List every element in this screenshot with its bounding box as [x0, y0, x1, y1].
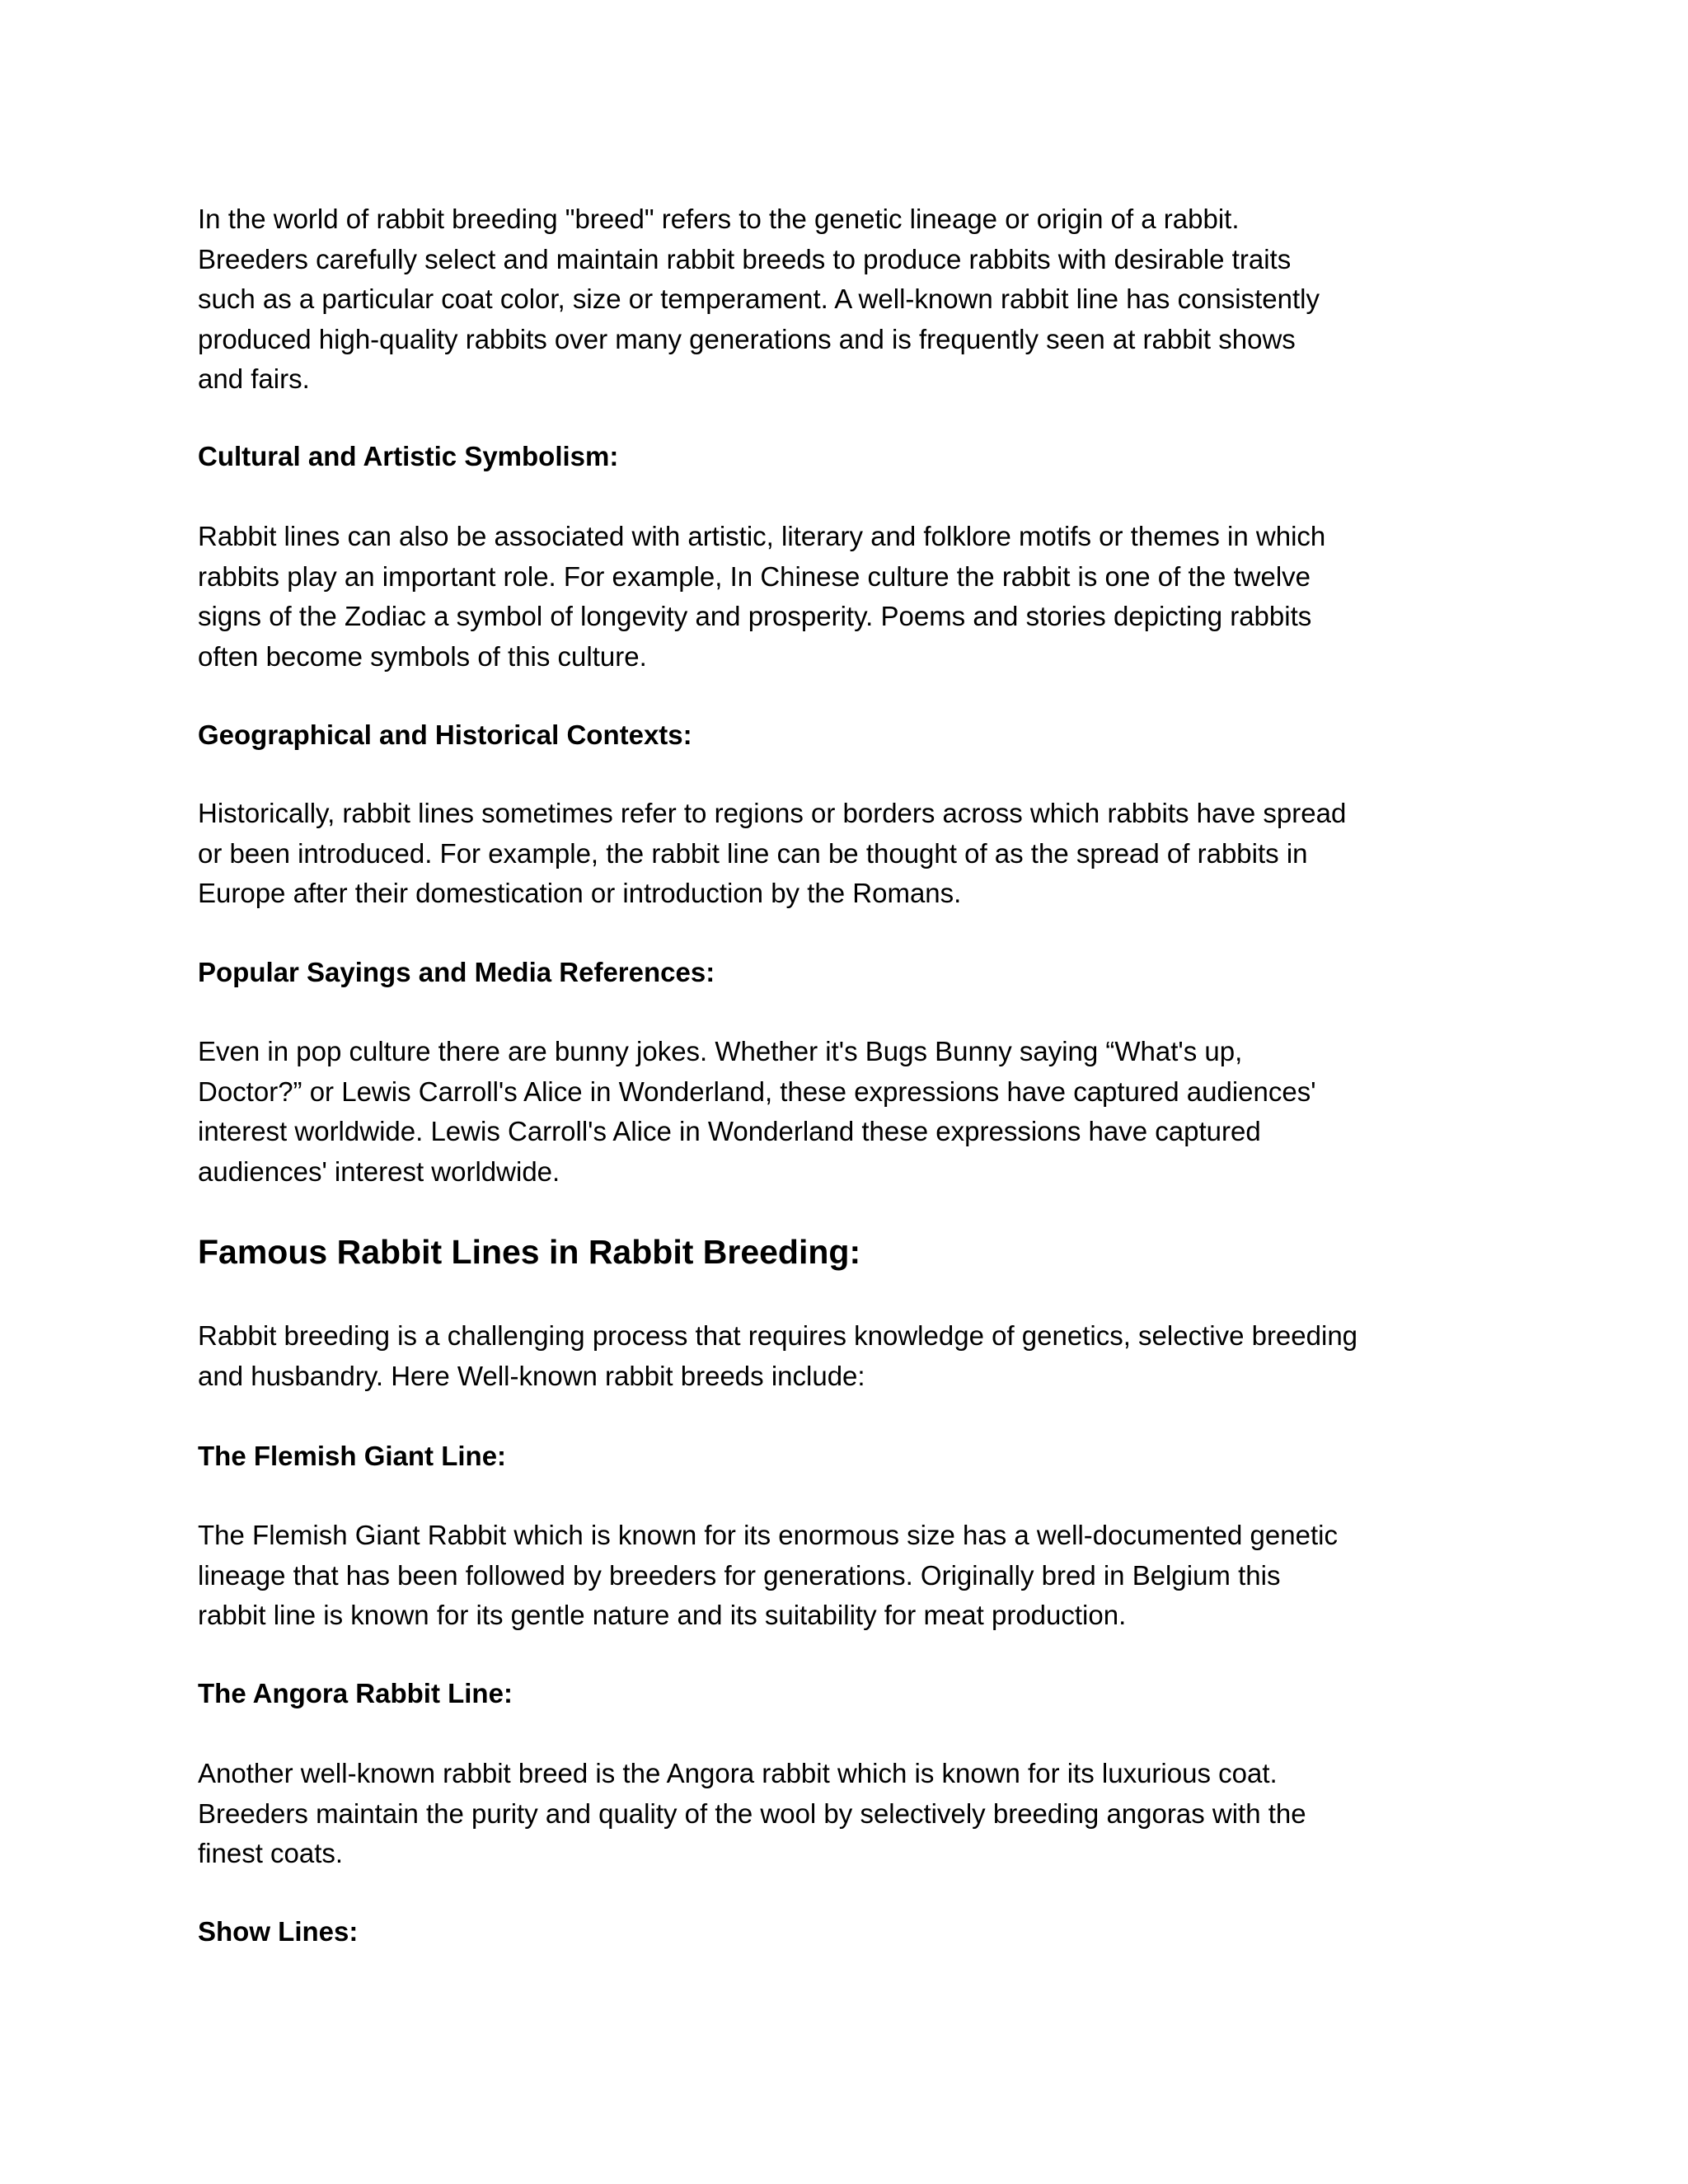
paragraph-line: and husbandry. Here Well-known rabbit breeds include: [198, 1360, 865, 1391]
paragraph-line: finest coats. [198, 1838, 344, 1868]
paragraph-line: Breeders carefully select and maintain rabbit breeds to produce rabbits with desirable traits [198, 243, 1292, 274]
geographical-contexts-paragraph [198, 794, 1500, 914]
flemish-giant-heading: The Flemish Giant Line: [198, 1441, 507, 1471]
paragraph-line: Even in pop culture there are bunny jokes. Whether it's Bugs Bunny saying “What's up, [198, 1036, 1243, 1066]
geographical-contexts-heading: Geographical and Historical Contexts: [198, 719, 692, 750]
paragraph-line: lineage that has been followed by breeders for generations. Originally bred in Belgium this [198, 1559, 1281, 1591]
popular-sayings-heading: Popular Sayings and Media References: [198, 957, 715, 987]
angora-line-heading: The Angora Rabbit Line: [198, 1678, 513, 1708]
cultural-symbolism-paragraph [198, 517, 1500, 677]
paragraph-line: often become symbols of this culture. [198, 640, 647, 672]
intro-paragraph [198, 199, 1500, 400]
paragraph-line: produced high-quality rabbits over many generations and is frequently seen at rabbit shows [198, 323, 1296, 354]
show-lines-heading: Show Lines: [198, 1916, 359, 1947]
famous-rabbit-lines-paragraph [198, 1316, 1500, 1396]
paragraph-line: Historically, rabbit lines sometimes refer to regions or borders across which rabbits have spread [198, 798, 1347, 828]
paragraph-line: rabbit line is known for its gentle nature and its suitability for meat production. [198, 1600, 1127, 1630]
paragraph-line: Breeders maintain the purity and quality of the wool by selectively breeding angoras with the [198, 1797, 1306, 1829]
cultural-symbolism-heading: Cultural and Artistic Symbolism: [198, 441, 619, 471]
paragraph-line: or been introduced. For example, the rabbit line can be thought of as the spread of rabbits in [198, 837, 1308, 869]
paragraph-line: The Flemish Giant Rabbit which is known for its enormous size has a well-documented genetic [198, 1520, 1338, 1550]
paragraph-line: and fairs. [198, 363, 310, 394]
paragraph-line: Europe after their domestication or introduction by the Romans. [198, 878, 962, 908]
paragraph-line: signs of the Zodiac a symbol of longevity and prosperity. Poems and stories depicting rabbits [198, 601, 1312, 631]
paragraph-line: Doctor?” or Lewis Carroll's Alice in Wonderland, these expressions have captured audiences' [198, 1076, 1316, 1107]
paragraph-line: Rabbit breeding is a challenging process that requires knowledge of genetics, selective breeding [198, 1320, 1358, 1351]
paragraph-line: rabbits play an important role. For example, In Chinese culture the rabbit is one of the twelve [198, 560, 1311, 592]
paragraph-line: such as a particular coat color, size or temperament. A well-known rabbit line has consistently [198, 284, 1320, 314]
paragraph-line: In the world of rabbit breeding "breed" refers to the genetic lineage or origin of a rabbit. [198, 204, 1240, 234]
paragraph-line: audiences' interest worldwide. [198, 1155, 560, 1187]
flemish-giant-paragraph [198, 1516, 1500, 1636]
paragraph-line: Another well-known rabbit breed is the Angora rabbit which is known for its luxurious coat. [198, 1758, 1278, 1788]
famous-rabbit-lines-heading: Famous Rabbit Lines in Rabbit Breeding: [198, 1233, 861, 1271]
paragraph-line: Rabbit lines can also be associated with artistic, literary and folklore motifs or themes in which [198, 521, 1326, 551]
angora-line-paragraph [198, 1754, 1500, 1874]
paragraph-line: interest worldwide. Lewis Carroll's Alice in Wonderland these expressions have captured [198, 1116, 1261, 1146]
popular-sayings-paragraph [198, 1032, 1500, 1192]
